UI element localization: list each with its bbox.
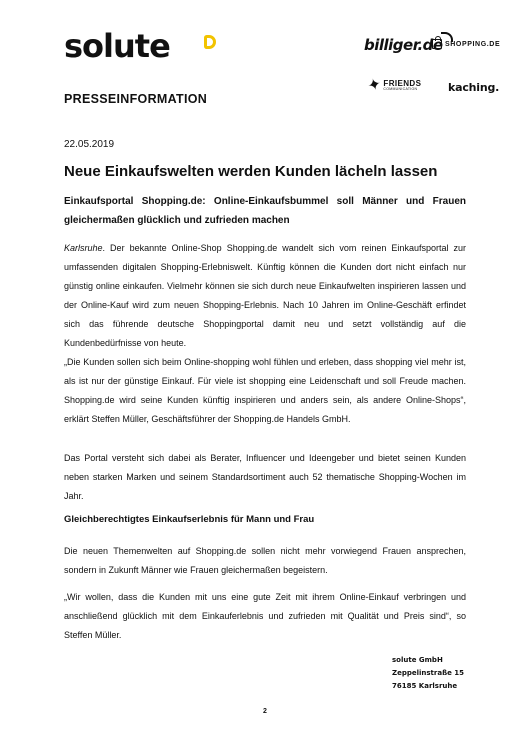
friends-logo-text: FRIENDS	[383, 79, 422, 89]
billiger-logo	[364, 36, 443, 54]
paragraph-quote-1: „Die Kunden sollen sich beim Online-shopping wohl fühlen und erleben, dass shopping viel mehr ist, als ist nur der günstige Einkauf. Für viele ist shopping eine Leidenschaft und soll Freude machen. Shopping.de wird seine Kunden künftig inspirieren und anders sein, als andere Online-Shops“, erklärt Steffen Müller, Geschäftsführer der Shopping.de Handels GmbH.	[64, 357, 466, 424]
address-city: 76185 Karlsruhe	[392, 682, 458, 690]
friends-logo	[365, 75, 422, 96]
solute-bracket-icon	[204, 35, 216, 49]
paragraph-portal: Das Portal versteht sich dabei als Berater, Influencer und Ideengeber und bietet seinen Kunden neben starken Marken und seinem Standardsortiment auch 52 thematische Shopping-Wochen im Jahr.	[64, 453, 466, 501]
kaching-logo: kaching.	[448, 81, 500, 94]
shopping-logo-text: SHOPPING.DE	[445, 40, 501, 48]
headline: Neue Einkaufswelten werden Kunden lächeln lassen	[64, 163, 438, 180]
shopping-bag-icon	[432, 39, 442, 49]
dateline-place: Karlsruhe	[64, 243, 103, 253]
friends-star-icon: ✦	[365, 75, 384, 96]
page-number: 2	[263, 708, 267, 715]
company-address	[392, 654, 464, 693]
document-label: PRESSEINFORMATION	[64, 92, 208, 106]
solute-logo	[64, 27, 170, 70]
subheadline: Einkaufsportal Shopping.de: Online-Einkaufsbummel soll Männer und Frauen gleichermaßen glücklich und zufrieden machen	[64, 196, 466, 226]
billiger-logo-text: billiger.de	[364, 36, 443, 54]
shopping-logo	[432, 39, 500, 49]
address-company: solute GmbH	[392, 656, 443, 664]
friends-logo-subtext: COMMUNICATION	[383, 87, 418, 92]
paragraph-quote-2: „Wir wollen, dass die Kunden mit uns eine gute Zeit mit ihrem Online-Einkauf verbringen und anschließend glücklich mit dem Einkauferlebnis und zufrieden mit Qualität und Preis sind“, so Steffen Müller.	[64, 592, 466, 640]
paragraph-intro	[64, 239, 466, 353]
address-street: Zeppelinstraße 15	[392, 669, 465, 677]
document-date: 22.05.2019	[64, 139, 115, 150]
section-heading: Gleichberechtigtes Einkaufserlebnis für Mann und Frau	[64, 514, 315, 525]
paragraph-themes: Die neuen Themenwelten auf Shopping.de sollen nicht mehr vorwiegend Frauen ansprechen, sondern in Zukunft Männer wie Frauen gleichermaßen begeistern.	[64, 546, 466, 575]
paragraph-intro-text: . Der bekannte Online-Shop Shopping.de wandelt sich vom reinen Einkaufsportal zur umfassenden digitalen Shopping-Erlebniswelt. Künftig können die Kunden dort nicht einfach nur günstig online einkaufen. Vielmehr können sie sich durch neue Einkaufwelten inspirieren lassen und der Online-Kauf wird zum neuen Shopping-Erlebnis. Nach 10 Jahren im Online-Geschäft erfindet sich das führende deutsche Shoppingportal damit neu und setzt vollständig auf die Kundenbedürfnisse von heute.	[64, 243, 466, 348]
solute-logo-text: solute	[64, 27, 170, 65]
